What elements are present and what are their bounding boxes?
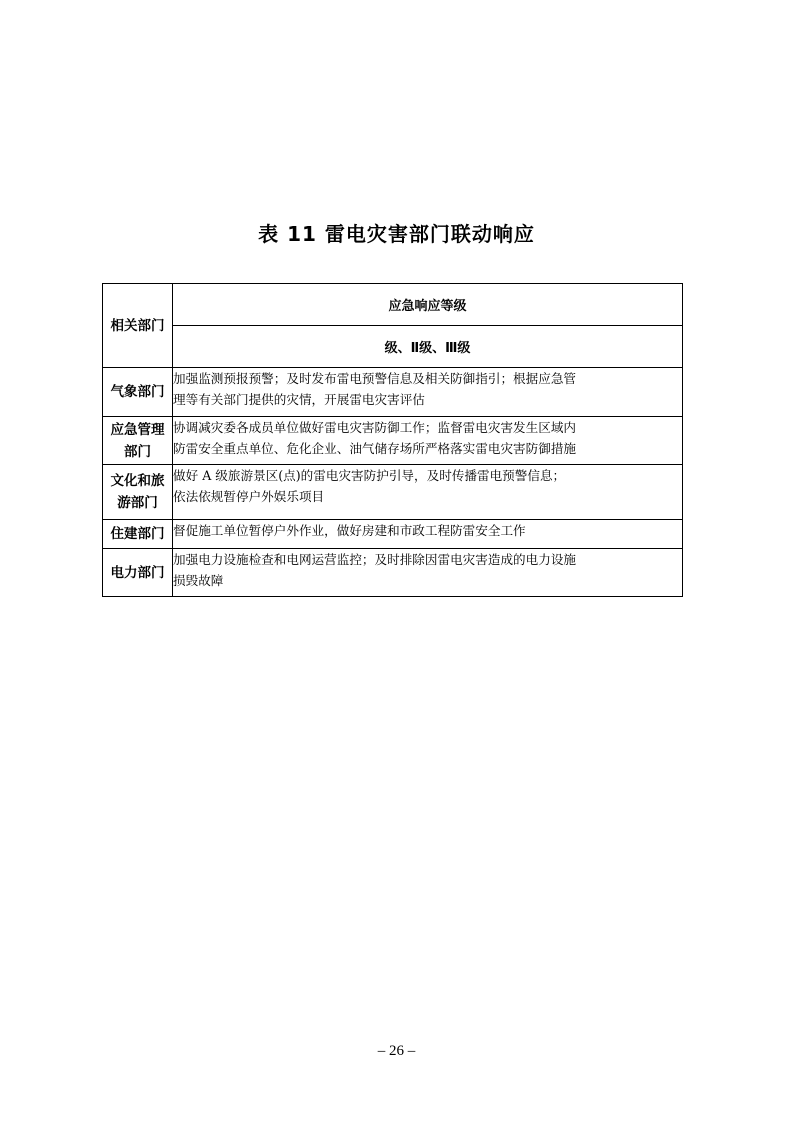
dept-label: 气象部门 bbox=[110, 384, 165, 400]
content-line: 加强电力设施检查和电网运营监控；及时排除因雷电灾害造成的电力设施 bbox=[173, 552, 576, 567]
content-line: 理等有关部门提供的灾情，开展雷电灾害评估 bbox=[173, 392, 425, 407]
column-subheader-cell: 级、Ⅱ级、Ⅲ级 bbox=[173, 326, 683, 368]
dept-cell-meteorology bbox=[103, 368, 173, 417]
page-number: – 26 – bbox=[377, 1043, 416, 1059]
row-header-cell: 相关部门 bbox=[103, 284, 173, 368]
content-cell-emergency bbox=[173, 417, 683, 465]
dept-label: 电力部门 bbox=[110, 564, 165, 581]
content-line: 防雷安全重点单位、危化企业、油气储存场所严格落实雷电灾害防御措施 bbox=[173, 441, 576, 456]
table-row bbox=[103, 520, 683, 549]
dept-label: 应急管理 bbox=[110, 421, 165, 438]
content-cell-housing bbox=[173, 520, 683, 549]
content-cell-tourism bbox=[173, 465, 683, 520]
dept-cell-housing bbox=[103, 520, 173, 549]
column-header-cell: 应急响应等级 bbox=[173, 284, 683, 326]
dept-cell-power bbox=[103, 549, 173, 597]
table-row bbox=[103, 465, 683, 520]
dept-label: 住建部门 bbox=[110, 526, 165, 542]
content-cell-meteorology bbox=[173, 368, 683, 417]
table-row bbox=[103, 417, 683, 465]
content-line: 做好 A 级旅游景区(点)的雷电灾害防护引导，及时传播雷电预警信息； bbox=[173, 468, 566, 483]
content-line: 损毁故障 bbox=[173, 573, 224, 588]
dept-label: 文化和旅 bbox=[110, 473, 165, 489]
table-row bbox=[103, 549, 683, 597]
dept-cell-tourism bbox=[103, 465, 173, 520]
dept-cell-emergency bbox=[103, 417, 173, 465]
content-cell-power bbox=[173, 549, 683, 597]
dept-label: 部门 bbox=[124, 443, 151, 460]
content-line: 依法依规暂停户外娱乐项目 bbox=[173, 489, 325, 504]
content-line: 协调减灾委各成员单位做好雷电灾害防御工作；监督雷电灾害发生区域内 bbox=[173, 420, 576, 435]
dept-label: 游部门 bbox=[117, 495, 158, 511]
table-row bbox=[103, 368, 683, 417]
table-title: 表 11 雷电灾害部门联动响应 bbox=[258, 222, 535, 246]
department-response-table bbox=[102, 283, 683, 597]
content-line: 加强监测预报预警；及时发布雷电预警信息及相关防御指引；根据应急管 bbox=[173, 371, 576, 386]
content-line: 督促施工单位暂停户外作业，做好房建和市政工程防雷安全工作 bbox=[173, 523, 526, 538]
